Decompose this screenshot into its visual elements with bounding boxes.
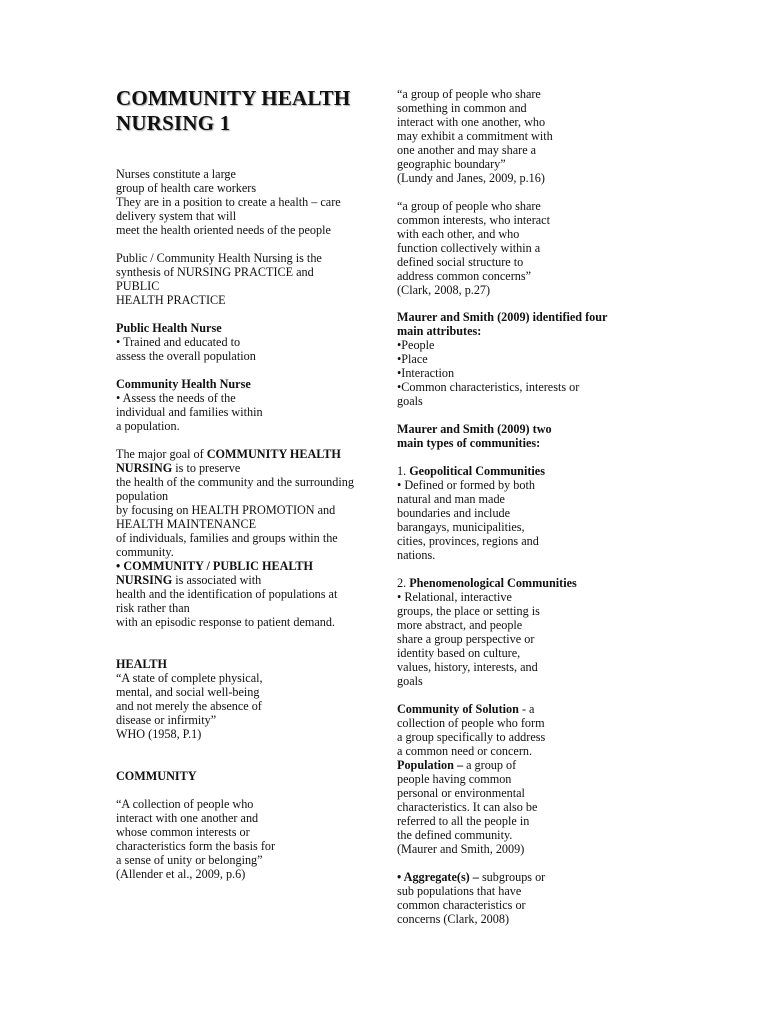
text-line: with an episodic response to patient demand. (116, 615, 335, 629)
text-line: health and the identification of populations at (116, 587, 338, 601)
title-line: COMMUNITY HEALTH (116, 86, 351, 110)
inline-bold: Population – (397, 758, 464, 772)
text-line: something in common and (397, 101, 527, 115)
text-line (397, 758, 545, 772)
text-line: “a group of people who share (397, 199, 541, 213)
text-line: (Lundy and Janes, 2009, p.16) (397, 171, 545, 185)
section-heading: Maurer and Smith (2009) two (397, 422, 552, 436)
text-line: sub populations that have (397, 884, 522, 898)
inline-bold: NURSING (116, 573, 173, 587)
text-line: of individuals, families and groups within the (116, 531, 338, 545)
community-definition (116, 797, 275, 881)
text-line (116, 573, 354, 587)
quote-clark (397, 199, 550, 297)
inline-text: subgroups or (478, 870, 546, 884)
list-item: •Place (397, 352, 428, 366)
text-line: Nurses constitute a large (116, 167, 236, 181)
section-heading: main types of communities: (397, 436, 541, 450)
text-line: natural and man made (397, 492, 505, 506)
inline-bold: NURSING (116, 461, 173, 475)
text-line: assess the overall population (116, 349, 256, 363)
quote-lundy-janes (397, 87, 553, 185)
text-line: • COMMUNITY / PUBLIC HEALTH (116, 559, 314, 573)
text-line: defined social structure to (397, 255, 524, 269)
text-line: nations. (397, 548, 436, 562)
text-line: may exhibit a commitment with (397, 129, 553, 143)
text-line: referred to all the people in (397, 814, 530, 828)
title-line: NURSING 1 (116, 111, 231, 135)
community-of-solution-section (397, 702, 545, 856)
inline-bold: • Aggregate(s) – (397, 870, 479, 884)
text-line: a group specifically to address (397, 730, 546, 744)
text-line: community. (116, 545, 174, 559)
text-line: disease or infirmity” (116, 713, 217, 727)
health-section (116, 657, 263, 741)
section-heading: main attributes: (397, 324, 482, 338)
text-line: meet the health oriented needs of the people (116, 223, 331, 237)
text-line: with each other, and who (397, 227, 520, 241)
text-line: the defined community. (397, 828, 513, 842)
text-line: • Defined or formed by both (397, 478, 535, 492)
text-line (397, 702, 545, 716)
text-line: They are in a position to create a health – care (116, 195, 341, 209)
inline-text: is to preserve (172, 461, 241, 475)
text-line: and not merely the absence of (116, 699, 262, 713)
text-line: identity based on culture, (397, 646, 521, 660)
aggregate-section (397, 870, 545, 926)
text-line: a sense of unity or belonging” (116, 853, 263, 867)
text-line: delivery system that will (116, 209, 237, 223)
text-line (116, 447, 354, 461)
text-line: • Relational, interactive (397, 590, 512, 604)
text-line: common interests, who interact (397, 213, 550, 227)
public-definition-paragraph (116, 251, 322, 307)
text-line: HEALTH PRACTICE (116, 293, 226, 307)
list-item: •People (397, 338, 435, 352)
text-line (397, 464, 545, 478)
page-title (116, 86, 350, 136)
text-line (397, 870, 545, 884)
text-line: HEALTH MAINTENANCE (116, 517, 257, 531)
text-line: “A collection of people who (116, 797, 254, 811)
list-item: •Interaction (397, 366, 455, 380)
text-line: mental, and social well-being (116, 685, 260, 699)
text-line: address common concerns” (397, 269, 532, 283)
text-line: values, history, interests, and (397, 660, 538, 674)
text-line: risk rather than (116, 601, 190, 615)
text-line: PUBLIC (116, 279, 160, 293)
section-heading: Public Health Nurse (116, 321, 222, 335)
text-line: goals (397, 674, 423, 688)
section-heading: HEALTH (116, 657, 168, 671)
text-line: population (116, 489, 169, 503)
text-line: (Clark, 2008, p.27) (397, 283, 491, 297)
inline-bold: Phenomenological Communities (409, 576, 577, 590)
text-line: barangays, municipalities, (397, 520, 525, 534)
text-line (397, 576, 577, 590)
text-line: (Allender et al., 2009, p.6) (116, 867, 246, 881)
text-line: Public / Community Health Nursing is the (116, 251, 322, 265)
types-heading-block (397, 422, 552, 450)
text-line: by focusing on HEALTH PROMOTION and (116, 503, 336, 517)
text-line: one another and may share a (397, 143, 537, 157)
text-line (116, 461, 354, 475)
list-item: goals (397, 394, 423, 408)
text-line: a population. (116, 419, 180, 433)
text-line: share a group perspective or (397, 632, 535, 646)
text-line: collection of people who form (397, 716, 545, 730)
text-line: the health of the community and the surrounding (116, 475, 354, 489)
major-goal-paragraph (116, 447, 354, 629)
nurses-paragraph (116, 167, 341, 237)
inline-bold: COMMUNITY HEALTH (206, 447, 341, 461)
text-line: “A state of complete physical, (116, 671, 263, 685)
inline-bold: Community of Solution (397, 702, 519, 716)
text-line: • Assess the needs of the (116, 391, 236, 405)
inline-text: is associated with (172, 573, 262, 587)
text-line: whose common interests or (116, 825, 250, 839)
text-line: a common need or concern. (397, 744, 533, 758)
text-line: geographic boundary” (397, 157, 506, 171)
inline-text: a group of (463, 758, 517, 772)
text-line: interact with one another, who (397, 115, 546, 129)
text-line: more abstract, and people (397, 618, 523, 632)
text-line: “a group of people who share (397, 87, 541, 101)
text-line: WHO (1958, P.1) (116, 727, 202, 741)
text-line: characteristics. It can also be (397, 800, 538, 814)
text-line: characteristics form the basis for (116, 839, 276, 853)
text-line: personal or environmental (397, 786, 525, 800)
phenomenological-section (397, 576, 577, 688)
text-line: interact with one another and (116, 811, 259, 825)
text-line: people having common (397, 772, 512, 786)
inline-text: The major goal of (116, 447, 207, 461)
text-line: group of health care workers (116, 181, 257, 195)
text-line: • Trained and educated to (116, 335, 241, 349)
text-line: common characteristics or (397, 898, 526, 912)
text-line: synthesis of NURSING PRACTICE and (116, 265, 314, 279)
section-heading: COMMUNITY (116, 769, 197, 783)
text-line: function collectively within a (397, 241, 541, 255)
text-line: boundaries and include (397, 506, 511, 520)
attributes-section (397, 310, 607, 408)
list-item: •Common characteristics, interests or (397, 380, 580, 394)
inline-text: 2. (397, 576, 410, 590)
text-line: concerns (Clark, 2008) (397, 912, 510, 926)
community-heading-block (116, 769, 197, 783)
text-line: (Maurer and Smith, 2009) (397, 842, 525, 856)
text-line: individual and families within (116, 405, 263, 419)
text-line: cities, provinces, regions and (397, 534, 539, 548)
community-health-nurse-section (116, 377, 263, 433)
text-line: groups, the place or setting is (397, 604, 540, 618)
geopolitical-section (397, 464, 545, 562)
inline-text: - a (518, 702, 535, 716)
section-heading: Maurer and Smith (2009) identified four (397, 310, 608, 324)
inline-text: 1. (397, 464, 410, 478)
public-health-nurse-section (116, 321, 256, 363)
section-heading: Community Health Nurse (116, 377, 251, 391)
inline-bold: Geopolitical Communities (409, 464, 545, 478)
